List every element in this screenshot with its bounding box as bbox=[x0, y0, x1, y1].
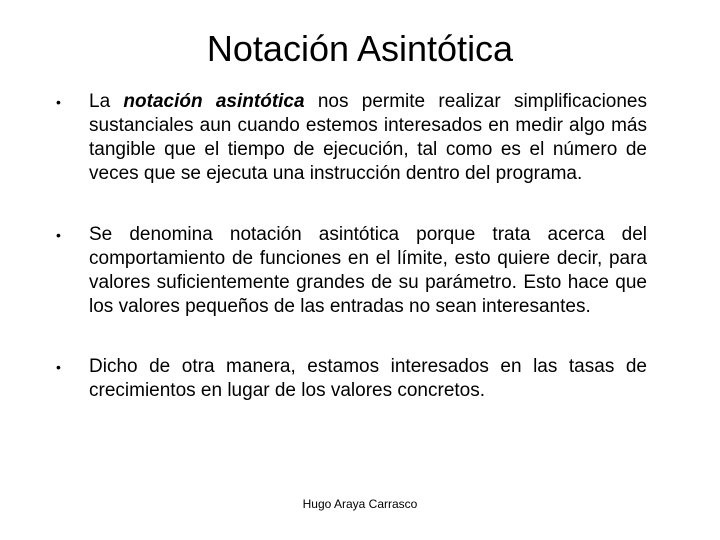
bullet-icon: • bbox=[56, 94, 61, 110]
bullet-text: Dicho de otra manera, estamos interesados en las tasas de crecimientos en lugar de los valores concretos. bbox=[89, 356, 647, 401]
bullet-item-2 bbox=[56, 223, 647, 319]
bullet-icon: • bbox=[56, 227, 61, 243]
slide-footer-author: Hugo Araya Carrasco bbox=[302, 497, 418, 511]
bullet-item-3 bbox=[56, 355, 647, 403]
bullet-text-emphasis: notación asintótica bbox=[123, 91, 305, 112]
bullet-icon: • bbox=[56, 359, 61, 375]
bullet-list bbox=[56, 90, 647, 403]
bullet-text-prefix: La bbox=[89, 91, 124, 112]
bullet-item-1 bbox=[56, 90, 647, 186]
bullet-text-suffix: nos permite realizar simplificaciones sustanciales aun cuando estemos interesados en medir algo más tangible que el tiempo de ejecución, tal como es el número de veces que se ejecuta una instrucción dentro del programa. bbox=[89, 91, 647, 184]
slide-title: Notación Asintótica bbox=[206, 28, 514, 69]
bullet-text: Se denomina notación asintótica porque trata acerca del comportamiento de funciones en el límite, esto quiere decir, para valores suficientemente grandes de su parámetro. Esto hace que los valores pequeños de las entradas no sean interesantes. bbox=[89, 224, 647, 317]
